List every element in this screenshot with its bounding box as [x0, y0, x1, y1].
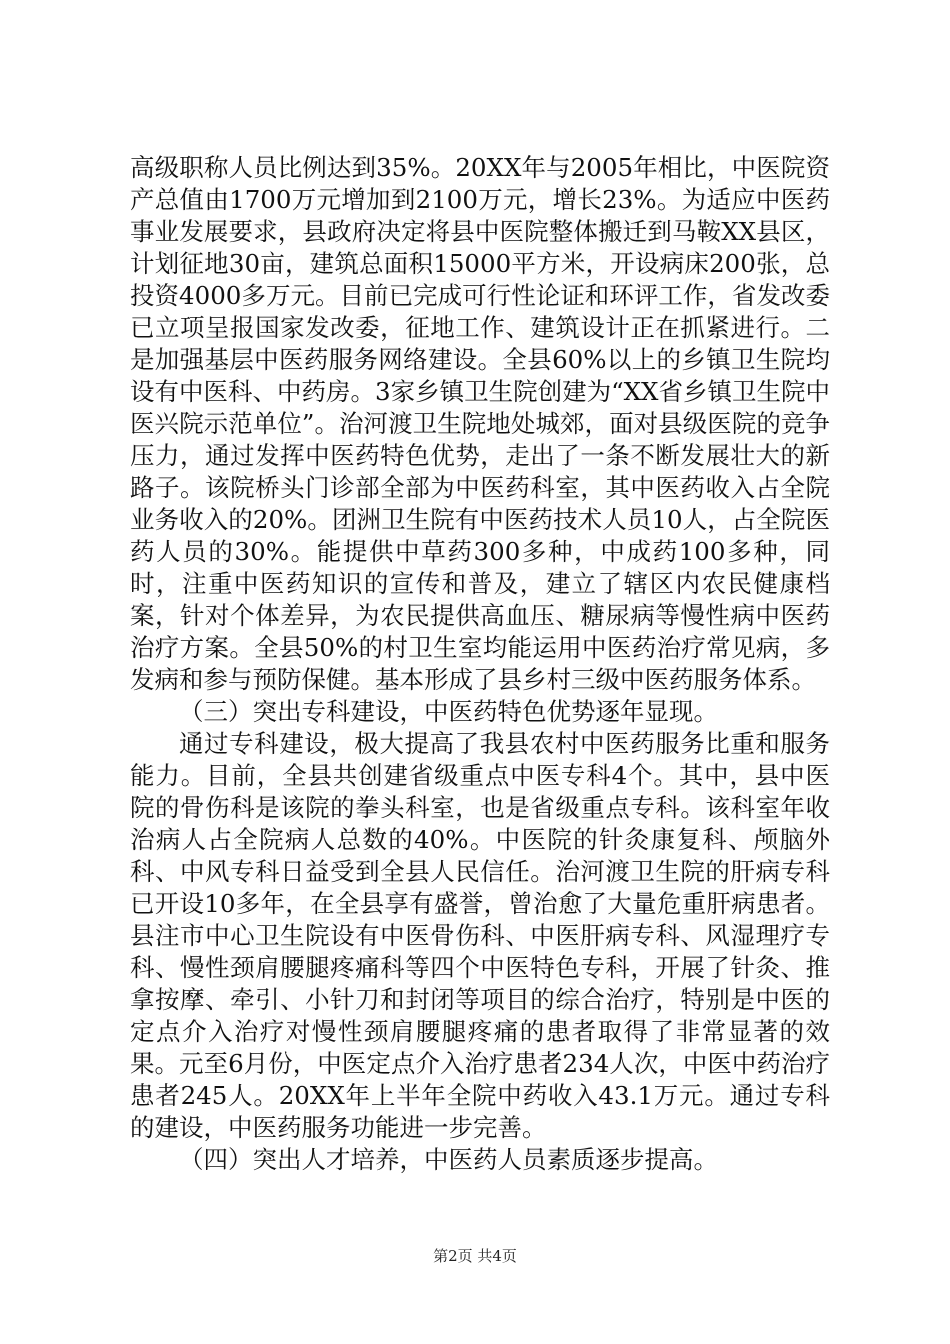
paragraph-continued: 高级职称人员比例达到35%。20XX年与2005年相比，中医院资产总值由1700万元增加到2100万元，增长23%。为适应中医药事业发展要求，县政府决定将县中医院整体搬迁到马鞍XX县区，计划征地30亩，建筑总面积15000平方米，开设病床200张，总投资4000多万元。目前已完成可行性论证和环评工作，省发改委已立项呈报国家发改委，征地工作、建筑设计正在抓紧进行。二是加强基层中医药服务网络建设。全县60%以上的乡镇卫生院均设有中医科、中药房。3家乡镇卫生院创建为“XX省乡镇卫生院中医兴院示范单位”。治河渡卫生院地处城郊，面对县级医院的竞争压力，通过发挥中医药特色优势，走出了一条不断发展壮大的新路子。该院桥头门诊部全部为中医药科室，其中医药收入占全院业务收入的20%。团洲卫生院有中医药技术人员10人，占全院医药人员的30%。能提供中草药300多种，中成药100多种，同时，注重中医药知识的宣传和普及，建立了辖区内农民健康档案，针对个体差异，为农民提供高血压、糖尿病等慢性病中医药治疗方案。全县50%的村卫生室均能运用中医药治疗常见病，多发病和参与预防保健。基本形成了县乡村三级中医药服务体系。 — [130, 153, 830, 694]
section-heading-3: （三）突出专科建设，中医药特色优势逐年显现。 — [179, 697, 718, 726]
paragraph-specialty: 通过专科建设，极大提高了我县农村中医药服务比重和服务能力。目前，全县共创建省级重点中医专科4个。其中，县中医院的骨伤科是该院的拳头科室，也是省级重点专科。该科室年收治病人占全院病人总数的40%。中医院的针灸康复科、颅脑外科、中风专科日益受到全县人民信任。治河渡卫生院的肝病专科已开设10多年，在全县享有盛誉，曾治愈了大量危重肝病患者。县注市中心卫生院设有中医骨伤科、中医肝病专科、风湿理疗专科、慢性颈肩腰腿疼痛科等四个中医特色专科，开展了针灸、推拿按摩、牵引、小针刀和封闭等项目的综合治疗，特别是中医的定点介入治疗对慢性颈肩腰腿疼痛的患者取得了非常显著的效果。元至6月份，中医定点介入治疗患者234人次，中医中药治疗患者245人。20XX年上半年全院中药收入43.1万元。通过专科的建设，中医药服务功能进一步完善。 — [130, 729, 830, 1142]
section-heading-4: （四）突出人才培养，中医药人员素质逐步提高。 — [179, 1145, 718, 1174]
document-body — [130, 152, 830, 1176]
page-number: 第2页 共4页 — [433, 1247, 517, 1265]
